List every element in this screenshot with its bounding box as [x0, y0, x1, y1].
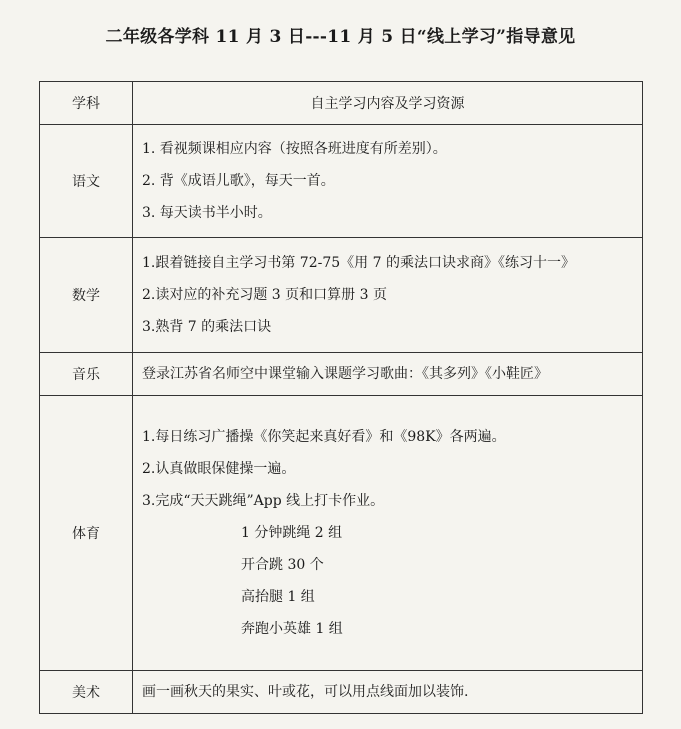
- table-header-row: [40, 82, 643, 125]
- exercise-item: 开合跳 30 个: [241, 557, 324, 573]
- content-line: 画一画秋天的果实、叶或花，可以用点线面加以装饰.: [142, 684, 469, 700]
- content-line: 2. 背《成语儿歌》，每天一首。: [142, 173, 335, 189]
- table-row-music: [40, 353, 643, 396]
- content-line: 2.读对应的补充习题 3 页和口算册 3 页: [142, 287, 387, 303]
- subject-art: 美术: [40, 671, 133, 714]
- content-chinese: [133, 125, 643, 238]
- exercise-item: 高抬腿 1 组: [241, 589, 315, 605]
- content-line: 3. 每天读书半小时。: [142, 205, 272, 221]
- content-music: [133, 353, 643, 396]
- exercise-item: 1 分钟跳绳 2 组: [241, 525, 343, 541]
- subject-chinese: 语文: [40, 125, 133, 238]
- subject-music: 音乐: [40, 353, 133, 396]
- subject-pe: 体育: [40, 396, 133, 671]
- content-line: 1.跟着链接自主学习书第 72-75《用 7 的乘法口诀求商》《练习十一》: [142, 255, 575, 271]
- header-content: 自主学习内容及学习资源: [133, 82, 643, 125]
- content-pe: [133, 396, 643, 671]
- content-line: 3.熟背 7 的乘法口诀: [142, 319, 272, 335]
- content-line: 1.每日练习广播操《你笑起来真好看》和《98K》各两遍。: [142, 429, 506, 445]
- content-line: 2.认真做眼保健操一遍。: [142, 461, 296, 477]
- table-row-art: [40, 671, 643, 714]
- table-row-pe: [40, 396, 643, 671]
- header-subject: 学科: [40, 82, 133, 125]
- table-row-chinese: [40, 125, 643, 238]
- page-title: 二年级各学科 11 月 3 日---11 月 5 日“线上学习”指导意见: [105, 27, 576, 47]
- study-plan-table: [39, 81, 643, 714]
- content-line: 1. 看视频课相应内容（按照各班进度有所差别）。: [142, 141, 447, 157]
- table-row-math: [40, 238, 643, 353]
- content-art: [133, 671, 643, 714]
- content-line: 3.完成“天天跳绳”App 线上打卡作业。: [142, 493, 385, 509]
- subject-math: 数学: [40, 238, 133, 353]
- exercise-item: 奔跑小英雄 1 组: [241, 621, 343, 637]
- content-math: [133, 238, 643, 353]
- content-line: 登录江苏省名师空中课堂输入课题学习歌曲：《其多列》《小鞋匠》: [142, 366, 548, 382]
